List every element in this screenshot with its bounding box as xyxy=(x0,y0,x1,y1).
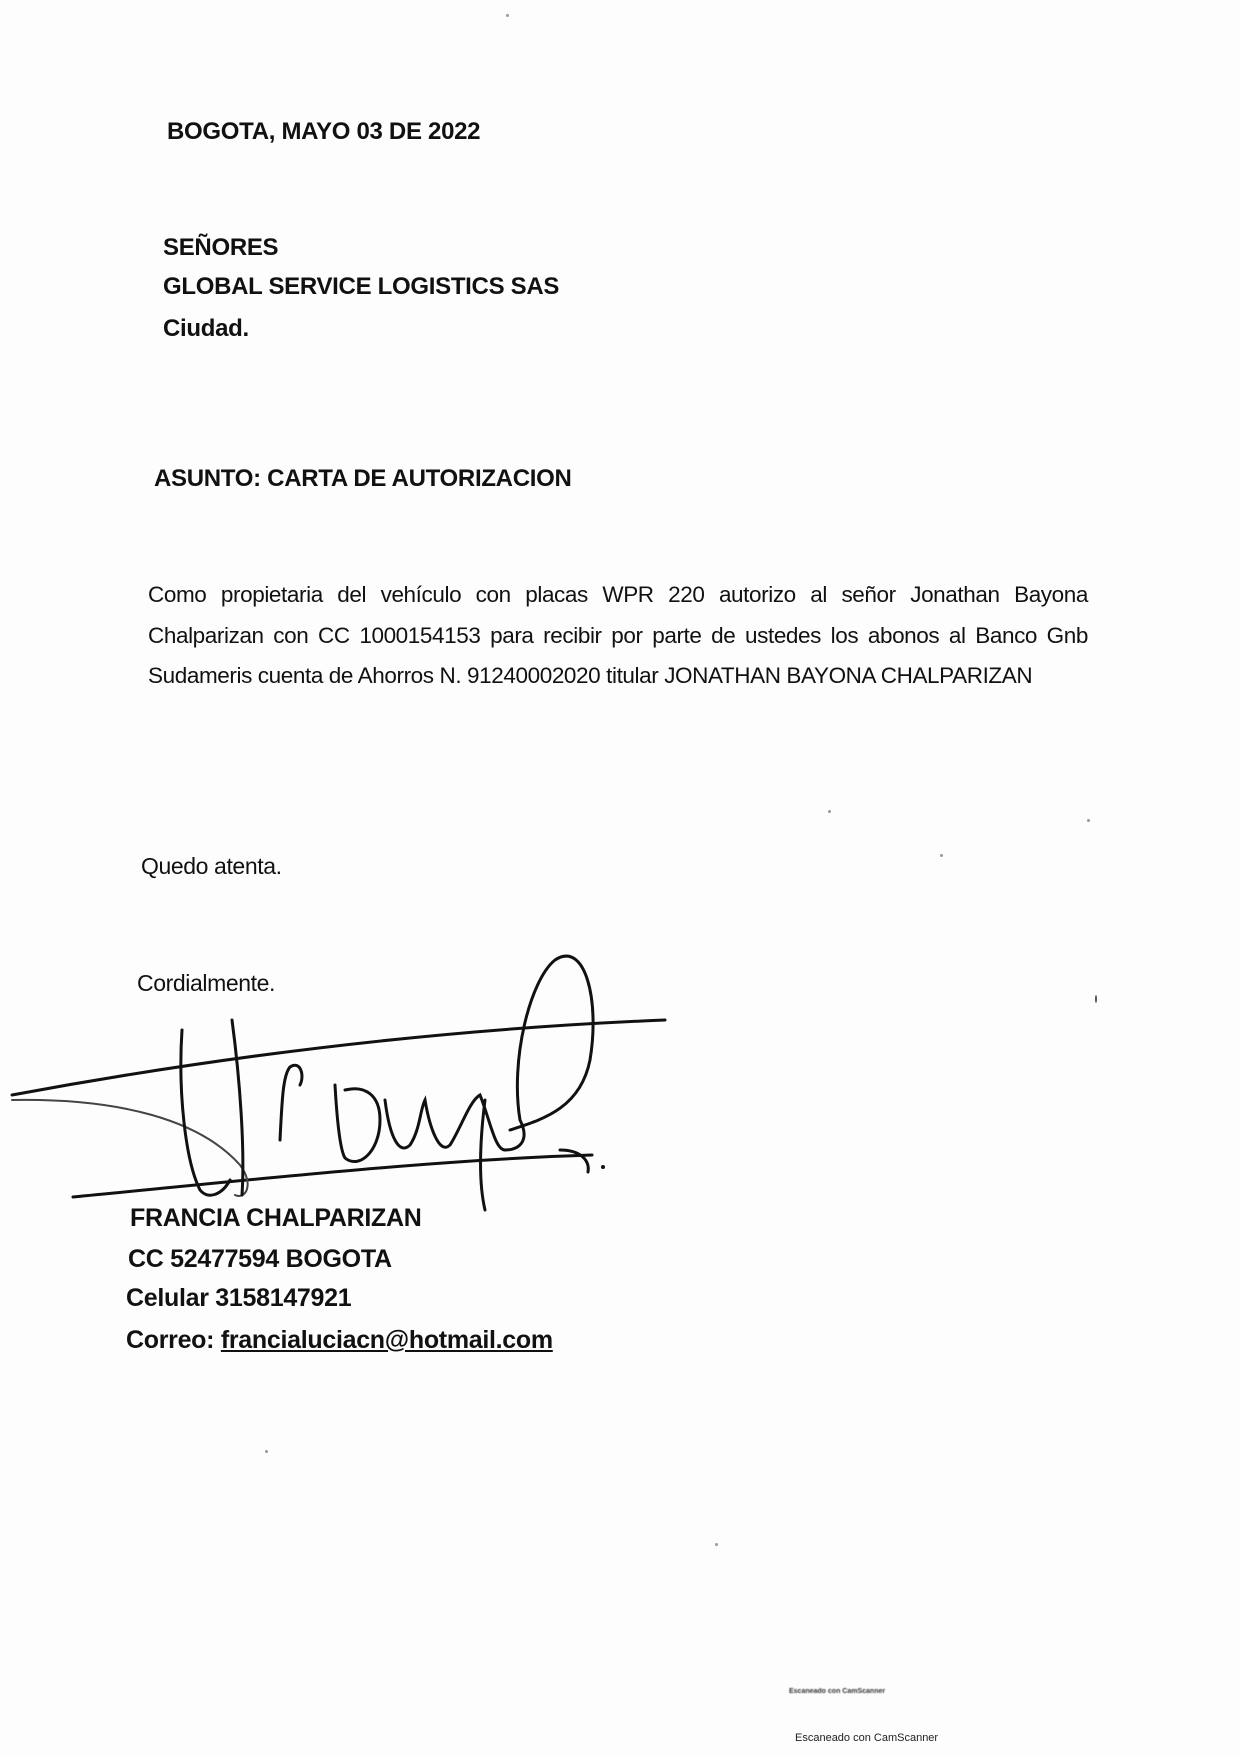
scan-speck xyxy=(715,1543,718,1546)
letter-body: Como propietaria del vehículo con placas WPR 220 autorizo al señor Jonathan Bayona Chalparizan con CC 1000154153 para recibir por parte de ustedes los abonos al Banco Gnb Sudameris cuenta de Ahorros N. 91240002020 titular JONATHAN BAYONA CHALPARIZAN xyxy=(148,582,1088,688)
signer-id: CC 52477594 BOGOTA xyxy=(128,1245,392,1273)
closing-cordialmente: Cordialmente. xyxy=(137,970,275,996)
recipient-city: Ciudad. xyxy=(163,315,249,342)
signer-email-link[interactable]: francialuciacn@hotmail.com xyxy=(220,1326,553,1354)
letter-date: BOGOTA, MAYO 03 DE 2022 xyxy=(167,118,481,145)
signer-name: FRANCIA CHALPARIZAN xyxy=(130,1204,422,1232)
scan-speck xyxy=(1087,819,1090,822)
signer-email-label: Correo: xyxy=(126,1326,221,1354)
scan-speck xyxy=(1095,995,1097,1003)
signer-phone: Celular 3158147921 xyxy=(126,1284,352,1312)
scanner-stamp-small: Escaneado con CamScanner xyxy=(789,1688,886,1695)
closing-quedo-atenta: Quedo atenta. xyxy=(141,853,282,879)
letter-subject: ASUNTO: CARTA DE AUTORIZACION xyxy=(154,465,572,492)
recipient-salutation: SEÑORES xyxy=(163,234,279,261)
recipient-company: GLOBAL SERVICE LOGISTICS SAS xyxy=(163,273,560,300)
signer-email-line xyxy=(126,1328,553,1353)
scan-speck xyxy=(265,1450,268,1453)
scan-speck xyxy=(940,854,943,857)
scan-speck xyxy=(506,14,509,17)
scan-speck xyxy=(828,810,831,813)
scanner-stamp: Escaneado con CamScanner xyxy=(795,1732,939,1744)
